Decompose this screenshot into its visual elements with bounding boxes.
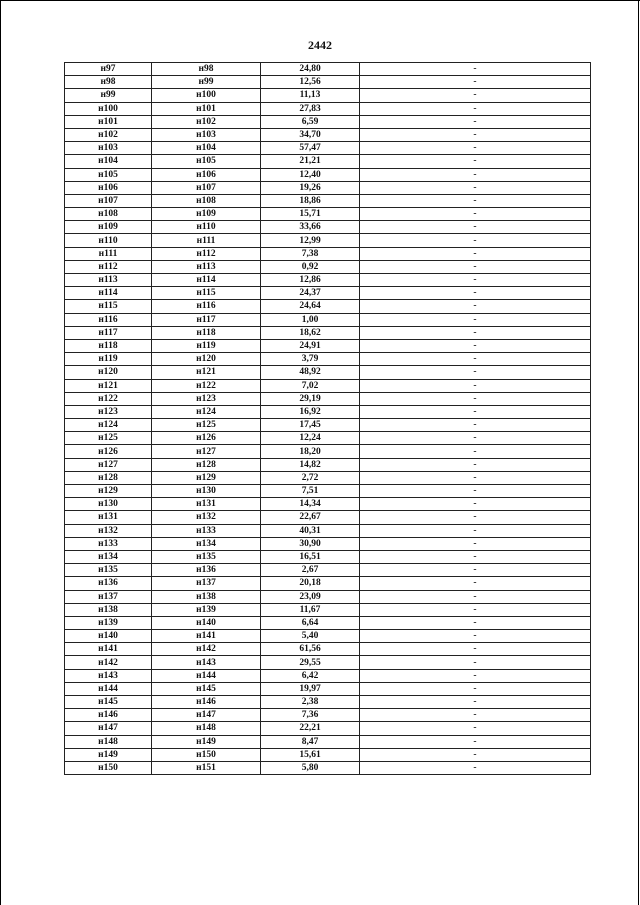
distance-cell: 12,99: [261, 234, 360, 247]
table-row: [65, 247, 591, 260]
to-point-cell: н147: [152, 709, 261, 722]
table-row: [65, 366, 591, 379]
note-cell: -: [360, 287, 591, 300]
table-row: [65, 656, 591, 669]
note-cell: -: [360, 89, 591, 102]
from-point-cell: н109: [65, 221, 152, 234]
note-cell: -: [360, 577, 591, 590]
from-point-cell: н110: [65, 234, 152, 247]
to-point-cell: н130: [152, 485, 261, 498]
distance-cell: 5,40: [261, 630, 360, 643]
from-point-cell: н142: [65, 656, 152, 669]
note-cell: -: [360, 115, 591, 128]
table-row: [65, 550, 591, 563]
distance-cell: 7,02: [261, 379, 360, 392]
from-point-cell: н145: [65, 696, 152, 709]
table-row: [65, 168, 591, 181]
distance-cell: 20,18: [261, 577, 360, 590]
note-cell: -: [360, 537, 591, 550]
to-point-cell: н125: [152, 419, 261, 432]
note-cell: -: [360, 669, 591, 682]
to-point-cell: н132: [152, 511, 261, 524]
from-point-cell: н132: [65, 524, 152, 537]
from-point-cell: н131: [65, 511, 152, 524]
table-row: [65, 221, 591, 234]
note-cell: -: [360, 168, 591, 181]
from-point-cell: н138: [65, 603, 152, 616]
distance-cell: 24,64: [261, 300, 360, 313]
from-point-cell: н103: [65, 142, 152, 155]
from-point-cell: н124: [65, 419, 152, 432]
to-point-cell: н142: [152, 643, 261, 656]
note-cell: -: [360, 458, 591, 471]
scan-edge-left: [0, 0, 1, 905]
distance-cell: 30,90: [261, 537, 360, 550]
to-point-cell: н140: [152, 616, 261, 629]
to-point-cell: н145: [152, 682, 261, 695]
distance-cell: 15,71: [261, 208, 360, 221]
table-row: [65, 181, 591, 194]
from-point-cell: н100: [65, 102, 152, 115]
note-cell: -: [360, 656, 591, 669]
boundary-points-table: [64, 62, 591, 775]
to-point-cell: н113: [152, 260, 261, 273]
note-cell: -: [360, 208, 591, 221]
from-point-cell: н97: [65, 63, 152, 76]
to-point-cell: н115: [152, 287, 261, 300]
table-row: [65, 603, 591, 616]
note-cell: -: [360, 353, 591, 366]
table-row: [65, 616, 591, 629]
note-cell: -: [360, 128, 591, 141]
table-row: [65, 234, 591, 247]
note-cell: -: [360, 748, 591, 761]
table-row: [65, 722, 591, 735]
table-row: [65, 630, 591, 643]
distance-cell: 14,82: [261, 458, 360, 471]
table-row: [65, 498, 591, 511]
from-point-cell: н126: [65, 445, 152, 458]
table-row: [65, 326, 591, 339]
from-point-cell: н130: [65, 498, 152, 511]
table-row: [65, 485, 591, 498]
note-cell: -: [360, 194, 591, 207]
table-row: [65, 194, 591, 207]
table-row: [65, 102, 591, 115]
to-point-cell: н116: [152, 300, 261, 313]
distance-cell: 22,67: [261, 511, 360, 524]
to-point-cell: н137: [152, 577, 261, 590]
distance-cell: 11,67: [261, 603, 360, 616]
to-point-cell: н106: [152, 168, 261, 181]
note-cell: -: [360, 274, 591, 287]
to-point-cell: н119: [152, 339, 261, 352]
from-point-cell: н136: [65, 577, 152, 590]
table-row: [65, 471, 591, 484]
from-point-cell: н122: [65, 392, 152, 405]
distance-cell: 24,91: [261, 339, 360, 352]
to-point-cell: н107: [152, 181, 261, 194]
note-cell: -: [360, 643, 591, 656]
to-point-cell: н127: [152, 445, 261, 458]
table-row: [65, 128, 591, 141]
to-point-cell: н102: [152, 115, 261, 128]
note-cell: -: [360, 498, 591, 511]
to-point-cell: н99: [152, 76, 261, 89]
table-row: [65, 735, 591, 748]
from-point-cell: н105: [65, 168, 152, 181]
table-row: [65, 405, 591, 418]
note-cell: -: [360, 445, 591, 458]
from-point-cell: н118: [65, 339, 152, 352]
distance-cell: 22,21: [261, 722, 360, 735]
from-point-cell: н98: [65, 76, 152, 89]
table-row: [65, 142, 591, 155]
from-point-cell: н115: [65, 300, 152, 313]
table-row: [65, 524, 591, 537]
table-row: [65, 682, 591, 695]
from-point-cell: н150: [65, 761, 152, 774]
from-point-cell: н117: [65, 326, 152, 339]
table-row: [65, 432, 591, 445]
from-point-cell: н107: [65, 194, 152, 207]
distance-cell: 14,34: [261, 498, 360, 511]
distance-cell: 6,64: [261, 616, 360, 629]
distance-cell: 48,92: [261, 366, 360, 379]
from-point-cell: н140: [65, 630, 152, 643]
distance-cell: 17,45: [261, 419, 360, 432]
note-cell: -: [360, 234, 591, 247]
distance-cell: 18,86: [261, 194, 360, 207]
distance-cell: 18,20: [261, 445, 360, 458]
table-row: [65, 669, 591, 682]
to-point-cell: н108: [152, 194, 261, 207]
to-point-cell: н98: [152, 63, 261, 76]
to-point-cell: н141: [152, 630, 261, 643]
distance-cell: 0,92: [261, 260, 360, 273]
note-cell: -: [360, 630, 591, 643]
to-point-cell: н120: [152, 353, 261, 366]
distance-cell: 15,61: [261, 748, 360, 761]
from-point-cell: н116: [65, 313, 152, 326]
table-row: [65, 63, 591, 76]
note-cell: -: [360, 313, 591, 326]
from-point-cell: н123: [65, 405, 152, 418]
to-point-cell: н103: [152, 128, 261, 141]
table-row: [65, 274, 591, 287]
from-point-cell: н128: [65, 471, 152, 484]
note-cell: -: [360, 247, 591, 260]
from-point-cell: н114: [65, 287, 152, 300]
to-point-cell: н118: [152, 326, 261, 339]
to-point-cell: н105: [152, 155, 261, 168]
note-cell: -: [360, 735, 591, 748]
distance-cell: 19,26: [261, 181, 360, 194]
distance-cell: 7,51: [261, 485, 360, 498]
from-point-cell: н127: [65, 458, 152, 471]
table-row: [65, 458, 591, 471]
distance-cell: 11,13: [261, 89, 360, 102]
to-point-cell: н121: [152, 366, 261, 379]
scan-edge-right: [638, 0, 639, 905]
to-point-cell: н110: [152, 221, 261, 234]
scan-edge-top: [0, 0, 640, 1]
from-point-cell: н146: [65, 709, 152, 722]
table-row: [65, 696, 591, 709]
note-cell: -: [360, 392, 591, 405]
to-point-cell: н109: [152, 208, 261, 221]
from-point-cell: н99: [65, 89, 152, 102]
to-point-cell: н129: [152, 471, 261, 484]
note-cell: -: [360, 300, 591, 313]
to-point-cell: н144: [152, 669, 261, 682]
table-row: [65, 339, 591, 352]
to-point-cell: н136: [152, 564, 261, 577]
distance-cell: 29,55: [261, 656, 360, 669]
note-cell: -: [360, 696, 591, 709]
to-point-cell: н149: [152, 735, 261, 748]
from-point-cell: н133: [65, 537, 152, 550]
distance-cell: 2,72: [261, 471, 360, 484]
distance-cell: 8,47: [261, 735, 360, 748]
distance-cell: 7,38: [261, 247, 360, 260]
distance-cell: 12,24: [261, 432, 360, 445]
distance-cell: 12,40: [261, 168, 360, 181]
note-cell: -: [360, 564, 591, 577]
distance-cell: 21,21: [261, 155, 360, 168]
table-row: [65, 537, 591, 550]
to-point-cell: н143: [152, 656, 261, 669]
note-cell: -: [360, 102, 591, 115]
distance-cell: 1,00: [261, 313, 360, 326]
note-cell: -: [360, 709, 591, 722]
from-point-cell: н104: [65, 155, 152, 168]
table-row: [65, 564, 591, 577]
note-cell: -: [360, 221, 591, 234]
from-point-cell: н102: [65, 128, 152, 141]
to-point-cell: н117: [152, 313, 261, 326]
from-point-cell: н108: [65, 208, 152, 221]
to-point-cell: н150: [152, 748, 261, 761]
distance-cell: 24,80: [261, 63, 360, 76]
distance-cell: 2,38: [261, 696, 360, 709]
distance-cell: 19,97: [261, 682, 360, 695]
to-point-cell: н146: [152, 696, 261, 709]
distance-cell: 16,51: [261, 550, 360, 563]
table-row: [65, 208, 591, 221]
table-row: [65, 419, 591, 432]
table-row: [65, 643, 591, 656]
distance-cell: 18,62: [261, 326, 360, 339]
note-cell: -: [360, 63, 591, 76]
to-point-cell: н111: [152, 234, 261, 247]
from-point-cell: н144: [65, 682, 152, 695]
note-cell: -: [360, 379, 591, 392]
from-point-cell: н135: [65, 564, 152, 577]
table-row: [65, 300, 591, 313]
to-point-cell: н139: [152, 603, 261, 616]
to-point-cell: н148: [152, 722, 261, 735]
to-point-cell: н135: [152, 550, 261, 563]
from-point-cell: н106: [65, 181, 152, 194]
note-cell: -: [360, 471, 591, 484]
note-cell: -: [360, 339, 591, 352]
distance-cell: 33,66: [261, 221, 360, 234]
table-row: [65, 709, 591, 722]
distance-cell: 7,36: [261, 709, 360, 722]
to-point-cell: н133: [152, 524, 261, 537]
distance-cell: 6,42: [261, 669, 360, 682]
note-cell: -: [360, 616, 591, 629]
distance-cell: 6,59: [261, 115, 360, 128]
to-point-cell: н138: [152, 590, 261, 603]
to-point-cell: н131: [152, 498, 261, 511]
from-point-cell: н120: [65, 366, 152, 379]
note-cell: -: [360, 260, 591, 273]
distance-cell: 24,37: [261, 287, 360, 300]
from-point-cell: н137: [65, 590, 152, 603]
note-cell: -: [360, 511, 591, 524]
note-cell: -: [360, 326, 591, 339]
from-point-cell: н139: [65, 616, 152, 629]
distance-cell: 34,70: [261, 128, 360, 141]
page-number: 2442: [308, 38, 332, 52]
distance-cell: 23,09: [261, 590, 360, 603]
from-point-cell: н101: [65, 115, 152, 128]
to-point-cell: н151: [152, 761, 261, 774]
note-cell: -: [360, 682, 591, 695]
note-cell: -: [360, 550, 591, 563]
note-cell: -: [360, 366, 591, 379]
from-point-cell: н113: [65, 274, 152, 287]
distance-cell: 12,56: [261, 76, 360, 89]
note-cell: -: [360, 524, 591, 537]
from-point-cell: н134: [65, 550, 152, 563]
table-row: [65, 445, 591, 458]
distance-cell: 61,56: [261, 643, 360, 656]
table-row: [65, 287, 591, 300]
from-point-cell: н149: [65, 748, 152, 761]
note-cell: -: [360, 432, 591, 445]
from-point-cell: н111: [65, 247, 152, 260]
table-row: [65, 590, 591, 603]
table-row: [65, 577, 591, 590]
distance-cell: 57,47: [261, 142, 360, 155]
to-point-cell: н104: [152, 142, 261, 155]
note-cell: -: [360, 181, 591, 194]
distance-cell: 2,67: [261, 564, 360, 577]
note-cell: -: [360, 76, 591, 89]
table-row: [65, 313, 591, 326]
table-row: [65, 761, 591, 774]
table-row: [65, 76, 591, 89]
to-point-cell: н124: [152, 405, 261, 418]
distance-cell: 12,86: [261, 274, 360, 287]
table-row: [65, 748, 591, 761]
from-point-cell: н148: [65, 735, 152, 748]
to-point-cell: н123: [152, 392, 261, 405]
table-row: [65, 260, 591, 273]
from-point-cell: н143: [65, 669, 152, 682]
note-cell: -: [360, 722, 591, 735]
from-point-cell: н129: [65, 485, 152, 498]
distance-cell: 3,79: [261, 353, 360, 366]
from-point-cell: н141: [65, 643, 152, 656]
to-point-cell: н122: [152, 379, 261, 392]
to-point-cell: н134: [152, 537, 261, 550]
table-row: [65, 379, 591, 392]
note-cell: -: [360, 590, 591, 603]
to-point-cell: н126: [152, 432, 261, 445]
table-row: [65, 353, 591, 366]
from-point-cell: н119: [65, 353, 152, 366]
table-row: [65, 89, 591, 102]
table-row: [65, 392, 591, 405]
note-cell: -: [360, 405, 591, 418]
from-point-cell: н147: [65, 722, 152, 735]
note-cell: -: [360, 142, 591, 155]
note-cell: -: [360, 485, 591, 498]
note-cell: -: [360, 761, 591, 774]
note-cell: -: [360, 603, 591, 616]
distance-cell: 16,92: [261, 405, 360, 418]
to-point-cell: н100: [152, 89, 261, 102]
from-point-cell: н121: [65, 379, 152, 392]
note-cell: -: [360, 155, 591, 168]
distance-cell: 27,83: [261, 102, 360, 115]
table-body: [65, 63, 591, 775]
distance-cell: 40,31: [261, 524, 360, 537]
to-point-cell: н114: [152, 274, 261, 287]
note-cell: -: [360, 419, 591, 432]
distance-cell: 5,80: [261, 761, 360, 774]
table-row: [65, 155, 591, 168]
to-point-cell: н128: [152, 458, 261, 471]
distance-cell: 29,19: [261, 392, 360, 405]
to-point-cell: н101: [152, 102, 261, 115]
table-row: [65, 115, 591, 128]
from-point-cell: н112: [65, 260, 152, 273]
table-row: [65, 511, 591, 524]
from-point-cell: н125: [65, 432, 152, 445]
to-point-cell: н112: [152, 247, 261, 260]
